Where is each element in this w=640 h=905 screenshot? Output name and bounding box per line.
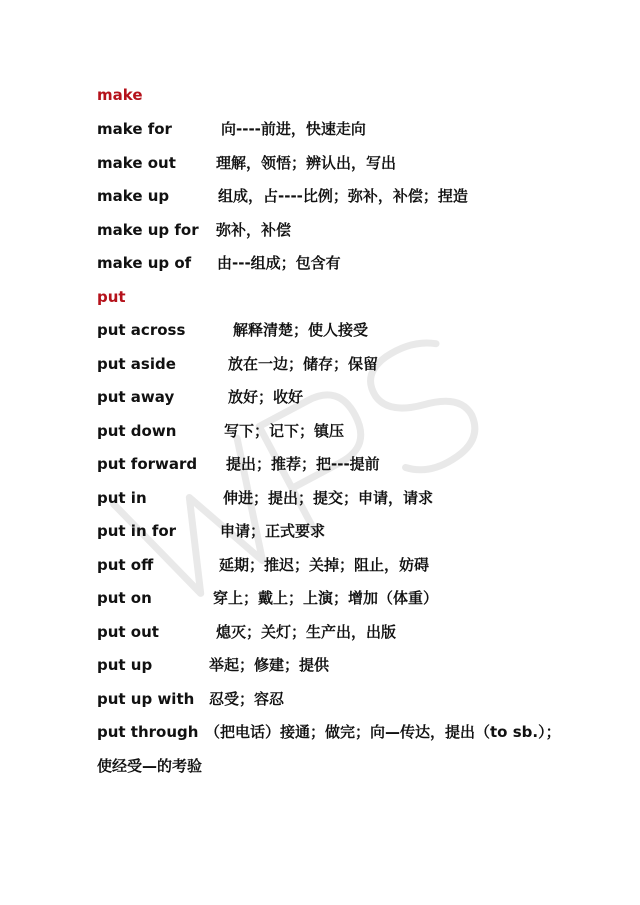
phrase-definition: 伸进；提出；提交；申请，请求	[223, 488, 434, 507]
phrase-definition: 由---组成；包含有	[217, 254, 341, 272]
phrase-row	[97, 353, 617, 387]
phrase-term: put in for	[97, 522, 177, 540]
phrase-term: make out	[97, 153, 176, 172]
phrase-term: put off	[97, 555, 154, 574]
phrase-term: make for	[97, 120, 172, 138]
phrase-definition: 理解，领悟；辨认出，写出	[216, 153, 397, 172]
phrase-definition: 弥补，补偿	[216, 220, 292, 239]
phrase-term: put across	[97, 321, 186, 339]
heading-text: make	[97, 86, 143, 104]
phrase-term: put on	[97, 589, 152, 607]
phrase-term: make up for	[97, 220, 199, 239]
phrase-row	[97, 621, 617, 655]
phrase-document	[97, 84, 617, 788]
phrase-row	[97, 118, 617, 152]
phrase-definition: （把电话）接通；做完；向—传达，提出（to sb.）；	[205, 723, 561, 741]
phrase-definition: 申请；正式要求	[220, 522, 326, 540]
phrase-row	[97, 453, 617, 487]
phrase-row	[97, 152, 617, 186]
phrase-term: put in	[97, 488, 147, 507]
phrase-row	[97, 688, 617, 722]
phrase-term: put up	[97, 656, 153, 674]
phrase-row	[97, 520, 617, 554]
phrase-definition: 放在一边；储存；保留	[228, 354, 379, 373]
phrase-row	[97, 654, 617, 688]
phrase-row	[97, 487, 617, 521]
section-heading-make	[97, 84, 617, 118]
phrase-row	[97, 252, 617, 286]
phrase-term: make up	[97, 187, 170, 205]
phrase-definition: 穿上；戴上；上演；增加（体重）	[213, 589, 439, 607]
phrase-row	[97, 185, 617, 219]
heading-text: put	[97, 287, 126, 306]
phrase-term: put forward	[97, 455, 198, 473]
phrase-term: put down	[97, 421, 177, 440]
phrase-term: put away	[97, 388, 175, 406]
phrase-continuation-row	[97, 755, 617, 789]
phrase-definition: 写下；记下；镇压	[224, 421, 345, 440]
phrase-definition: 举起；修建；提供	[209, 656, 330, 674]
phrase-definition: 解释清楚；使人接受	[233, 321, 369, 339]
phrase-definition: 向----前进，快速走向	[221, 120, 366, 138]
phrase-row	[97, 554, 617, 588]
phrase-term: put aside	[97, 354, 176, 373]
phrase-definition: 提出；推荐；把---提前	[226, 455, 380, 473]
phrase-row	[97, 219, 617, 253]
section-heading-put	[97, 286, 617, 320]
phrase-definition-continuation: 使经受—的考验	[97, 756, 203, 775]
phrase-term: put out	[97, 622, 159, 641]
phrase-definition: 忍受；容忍	[209, 689, 285, 708]
phrase-row	[97, 721, 617, 755]
phrase-definition: 延期；推迟；关掉；阻止，妨碍	[219, 555, 430, 574]
phrase-definition: 熄灭；关灯；生产出，出版	[216, 622, 397, 641]
phrase-row	[97, 420, 617, 454]
phrase-row	[97, 587, 617, 621]
phrase-term: put through	[97, 723, 199, 741]
phrase-row	[97, 386, 617, 420]
phrase-definition: 组成，占----比例；弥补，补偿；捏造	[218, 187, 468, 205]
phrase-definition: 放好；收好	[228, 388, 304, 406]
phrase-term: make up of	[97, 254, 192, 272]
phrase-term: put up with	[97, 689, 195, 708]
phrase-row	[97, 319, 617, 353]
